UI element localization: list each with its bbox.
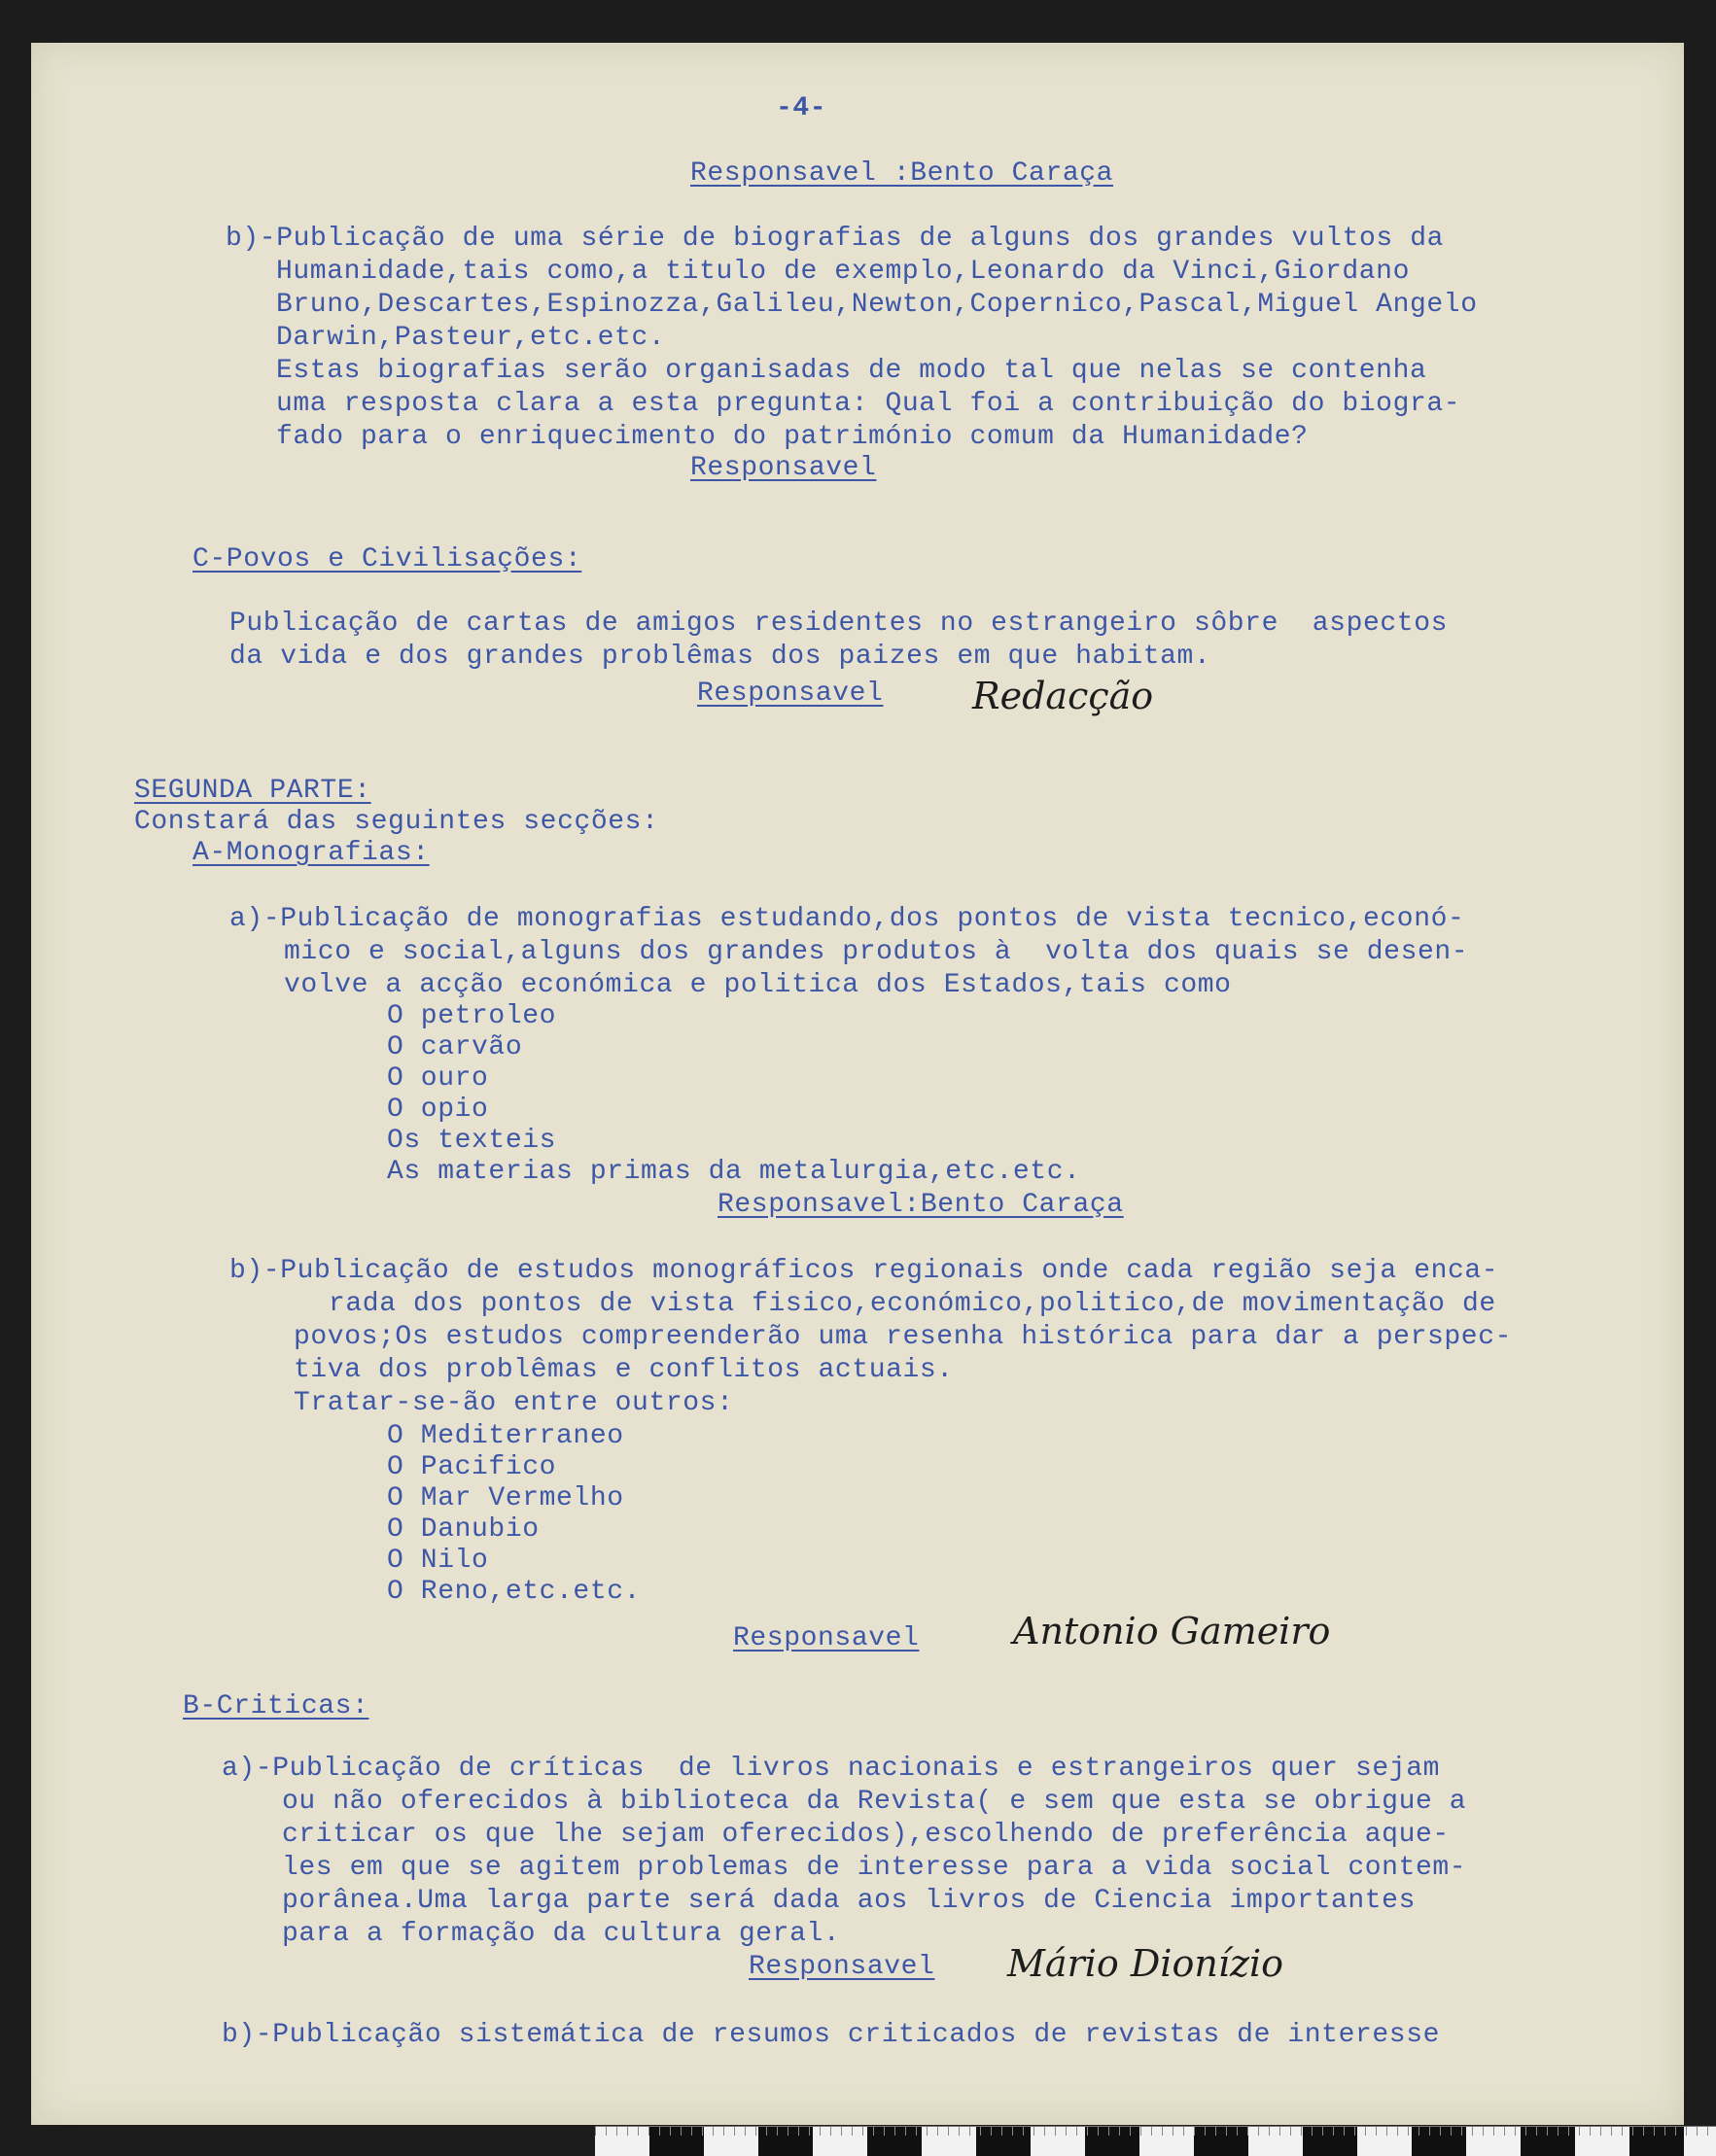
responsavel-label: Responsavel [733, 1623, 920, 1653]
list-item: O Reno,etc.etc. [387, 1577, 642, 1607]
text-line: uma resposta clara a esta pregunta: Qual foi a contribuição do biogra- [276, 389, 1461, 419]
text-line: Bruno,Descartes,Espinozza,Galileu,Newton,Copernico,Pascal,Miguel Angelo [276, 290, 1478, 320]
text-line: Publicação de cartas de amigos residentes no estrangeiro sôbre aspectos [229, 609, 1448, 639]
text-line: mico e social,alguns dos grandes produtos à volta dos quais se desen- [284, 937, 1469, 967]
section-title-criticas: B-Criticas: [183, 1691, 369, 1721]
list-item: O carvão [387, 1032, 523, 1062]
page-number: -4- [776, 93, 827, 123]
handwritten-name: Mário Dionízio [1007, 1942, 1284, 1985]
text-line: Estas biografias serão organisadas de modo tal que nelas se contenha [276, 356, 1427, 386]
list-item: O Danubio [387, 1514, 540, 1545]
list-item: O ouro [387, 1063, 489, 1094]
text-line: b)-Publicação sistemática de resumos criticados de revistas de interesse [222, 2020, 1440, 2050]
text-line: Darwin,Pasteur,etc.etc. [276, 323, 666, 353]
text-line: fado para o enriquecimento do património comum da Humanidade? [276, 422, 1309, 452]
part-intro: Constará das seguintes secções: [134, 807, 659, 837]
text-line: b)-Publicação de estudos monográficos regionais onde cada região seja enca- [229, 1256, 1499, 1286]
scale-ruler [595, 2126, 1716, 2156]
part-title: SEGUNDA PARTE: [134, 776, 371, 806]
list-item: O Mediterraneo [387, 1421, 624, 1451]
list-item: O opio [387, 1095, 489, 1125]
list-item: O Nilo [387, 1546, 489, 1576]
responsavel-label: Responsavel [697, 678, 884, 709]
text-line: les em que se agitem problemas de interesse para a vida social contem- [282, 1853, 1467, 1883]
handwritten-name: Redacção [972, 675, 1154, 717]
text-line: a)-Publicação de críticas de livros nacionais e estrangeiros quer sejam [222, 1754, 1440, 1784]
section-title-povos: C-Povos e Civilisações: [193, 544, 582, 574]
text-line: b)-Publicação de uma série de biografias de alguns dos grandes vultos da [226, 224, 1444, 254]
responsavel-label: Responsavel:Bento Caraça [718, 1190, 1124, 1220]
list-item: As materias primas da metalurgia,etc.etc. [387, 1157, 1081, 1187]
section-title-monografias: A-Monografias: [193, 838, 430, 868]
text-line: porânea.Uma larga parte será dada aos livros de Ciencia importantes [282, 1886, 1416, 1916]
responsavel-label: Responsavel [749, 1952, 935, 1982]
text-line: ou não oferecidos à biblioteca da Revista( e sem que esta se obrigue a [282, 1787, 1467, 1817]
page-heading: Responsavel :Bento Caraça [690, 158, 1114, 189]
text-line: rada dos pontos de vista fisico,económico,politico,de movimentação de [329, 1289, 1496, 1319]
text-line: criticar os que lhe sejam oferecidos),escolhendo de preferência aque- [282, 1820, 1450, 1850]
list-item: O Mar Vermelho [387, 1483, 624, 1513]
list-item: O petroleo [387, 1001, 557, 1031]
text-line: povos;Os estudos compreenderão uma resenha histórica para dar a perspec- [294, 1322, 1512, 1352]
list-item: Os texteis [387, 1126, 557, 1156]
text-line: volve a acção económica e politica dos Estados,tais como [284, 970, 1232, 1000]
handwritten-name: Antonio Gameiro [1013, 1610, 1331, 1652]
text-line: Humanidade,tais como,a titulo de exemplo,Leonardo da Vinci,Giordano [276, 257, 1410, 287]
list-item: O Pacifico [387, 1452, 557, 1482]
text-line: Tratar-se-ão entre outros: [294, 1388, 734, 1418]
text-line: para a formação da cultura geral. [282, 1919, 841, 1949]
text-line: a)-Publicação de monografias estudando,dos pontos de vista tecnico,econó- [229, 904, 1465, 934]
text-line: da vida e dos grandes problêmas dos paizes em que habitam. [229, 642, 1211, 672]
document-page [31, 43, 1684, 2125]
text-line: tiva dos problêmas e conflitos actuais. [294, 1355, 954, 1385]
responsavel-label: Responsavel [690, 453, 877, 483]
